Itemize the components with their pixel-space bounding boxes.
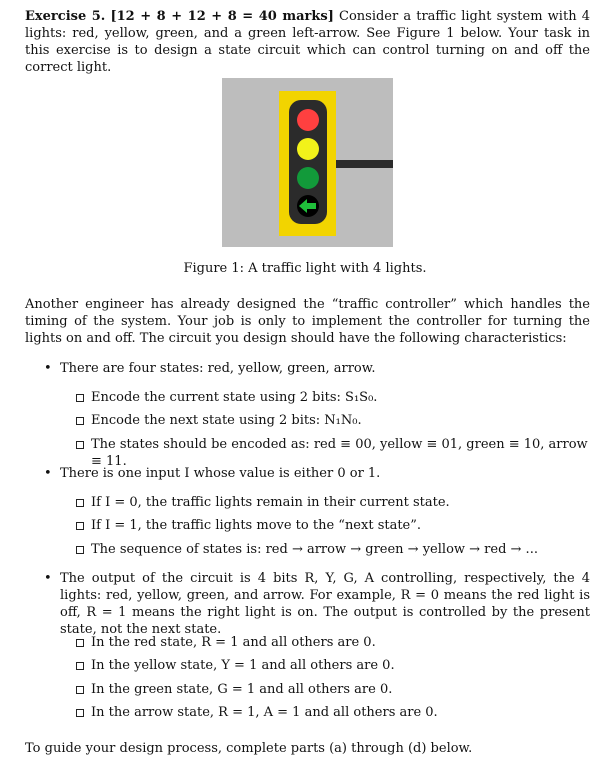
sub-item: [76, 412, 590, 429]
footer-instruction: To guide your design process, complete parts (a) through (d) below.: [25, 741, 473, 756]
checkbox-square-icon: [76, 662, 84, 670]
figure-caption: Figure 1: A traffic light with 4 lights.: [183, 261, 427, 276]
green-light: [297, 167, 319, 189]
sub-item-text: If I = 0, the traffic lights remain in their current state.: [91, 495, 450, 510]
checkbox-square-icon: [76, 639, 84, 647]
bullet-dot: •: [44, 571, 52, 586]
traffic-light-image: [222, 78, 393, 247]
sub-item-text: In the yellow state, Y = 1 and all others are 0.: [91, 658, 395, 673]
sub-item: [76, 541, 590, 558]
checkbox-square-icon: [76, 394, 84, 402]
yellow-light: [297, 138, 319, 160]
traffic-light-figure: [222, 78, 393, 247]
bullet-output: [44, 570, 590, 638]
sub-item-text: Encode the next state using 2 bits: N₁N₀.: [91, 413, 362, 428]
exercise-intro: [25, 8, 590, 76]
red-light: [297, 109, 319, 131]
exercise-header: [25, 8, 590, 76]
checkbox-square-icon: [76, 546, 84, 554]
sub-item-text: The sequence of states is: red → arrow → green → yellow → red → ...: [91, 542, 538, 557]
sub-item: [76, 494, 590, 511]
exercise-intro-text: Consider a traffic light system with 4 lights: red, yellow, green, and a green left-arrow. See Figure 1 below. Your task in this exercise is to design a state circuit which can control turning on and off the correct light.: [25, 9, 590, 75]
bullet-text: There are four states: red, yellow, green, arrow.: [60, 361, 376, 376]
bullet-text: The output of the circuit is 4 bits R, Y, G, A controlling, respectively, the 4 lights: red, yellow, green, and arrow. For example, R = 0 means the red light is off, R = 1 means the right light is on. The output is controlled by the present state, not the next state.: [60, 571, 590, 637]
checkbox-square-icon: [76, 441, 84, 449]
bullet-states: [44, 360, 590, 377]
sub-item-text: In the arrow state, R = 1, A = 1 and all others are 0.: [91, 705, 438, 720]
sub-item: [76, 634, 590, 651]
checkbox-square-icon: [76, 709, 84, 717]
sub-item-text: The states should be encoded as: red ≡ 00, yellow ≡ 01, green ≡ 10, arrow ≡ 11.: [91, 437, 588, 469]
traffic-light-pole: [330, 160, 393, 168]
sub-item-text: If I = 1, the traffic lights move to the “next state”.: [91, 518, 422, 533]
sub-item-text: In the red state, R = 1 and all others are 0.: [91, 635, 376, 650]
bullet-dot: •: [44, 466, 52, 481]
characteristics-intro: [25, 296, 590, 347]
sub-item: [76, 389, 590, 406]
sub-item: [76, 517, 590, 534]
bullet-text: There is one input I whose value is either 0 or 1.: [60, 466, 381, 481]
exercise-marks: [12 + 8 + 12 + 8 = 40 marks]: [110, 9, 334, 24]
bullet-input: [44, 465, 590, 482]
body-paragraph: Another engineer has already designed the “traffic controller” which handles the timing of the system. Your job is only to implement the controller for turning the lights on and off. The circuit you design should have the following characteristics:: [25, 297, 590, 346]
checkbox-square-icon: [76, 686, 84, 694]
exercise-title: Exercise 5.: [25, 9, 106, 24]
checkbox-square-icon: [76, 522, 84, 530]
sub-item: [76, 681, 590, 698]
sub-item-text: In the green state, G = 1 and all others are 0.: [91, 682, 393, 697]
checkbox-square-icon: [76, 417, 84, 425]
bullet-dot: •: [44, 361, 52, 376]
sub-item: [76, 657, 590, 674]
checkbox-square-icon: [76, 499, 84, 507]
sub-item-text: Encode the current state using 2 bits: S₁S₀.: [91, 390, 378, 405]
sub-item: [76, 704, 590, 721]
